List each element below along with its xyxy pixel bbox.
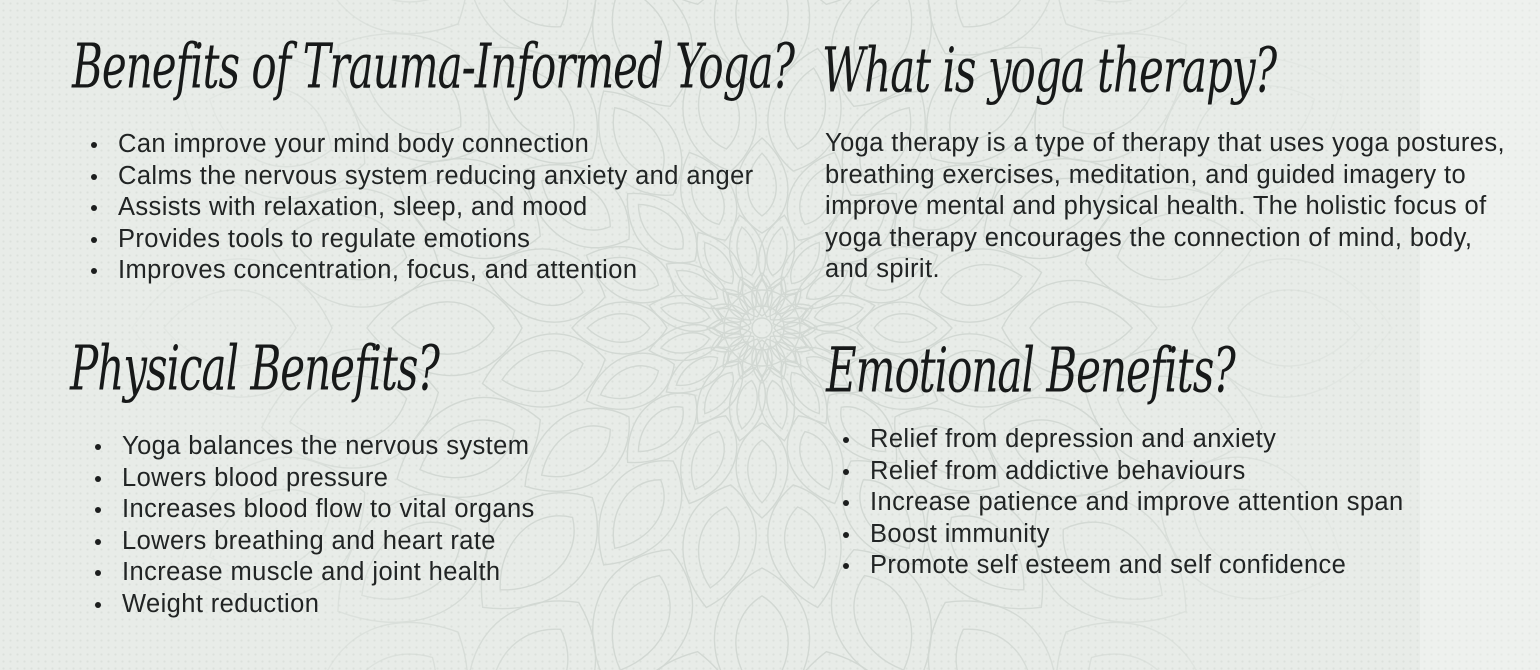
list-item [88, 255, 828, 287]
list-item-text: Increases blood flow to vital organs [122, 495, 535, 523]
bullet-dot [91, 142, 97, 148]
trauma-benefits-list [88, 129, 828, 287]
emotional-benefits-heading: Emotional Benefits? [826, 334, 1235, 407]
list-item-text: Boost immunity [870, 519, 1050, 548]
bullet-dot [95, 444, 101, 450]
list-item [88, 192, 828, 224]
list-item-text: Improves concentration, focus, and attention [118, 256, 638, 284]
list-item [840, 519, 1510, 551]
bullet-dot [91, 205, 97, 211]
bullet-dot [91, 268, 97, 274]
list-item [840, 487, 1510, 519]
list-item-text: Increase patience and improve attention span [870, 488, 1404, 516]
list-item-text: Lowers blood pressure [122, 463, 389, 492]
bullet-dot [843, 563, 849, 569]
bullet-dot [843, 437, 849, 443]
list-item [840, 424, 1510, 456]
list-item [92, 557, 692, 589]
list-item-text: Calms the nervous system reducing anxiety and anger [118, 161, 754, 190]
list-item-text: Provides tools to regulate emotions [118, 224, 531, 253]
list-item-text: Assists with relaxation, sleep, and mood [118, 193, 588, 221]
list-item [840, 456, 1510, 488]
bullet-dot [95, 507, 101, 513]
list-item [840, 550, 1510, 582]
list-item [92, 494, 692, 526]
bullet-dot [95, 602, 101, 608]
bullet-dot [91, 237, 97, 243]
list-item [88, 129, 828, 161]
emotional-benefits-list [840, 424, 1510, 582]
yoga-therapy-heading: What is yoga therapy? [822, 34, 1277, 107]
bullet-dot [91, 174, 97, 180]
list-item [92, 431, 692, 463]
bullet-dot [95, 570, 101, 576]
list-item [88, 161, 828, 193]
bullet-dot [95, 539, 101, 545]
list-item-text: Increase muscle and joint health [122, 558, 501, 586]
list-item [92, 463, 692, 495]
physical-benefits-list [92, 431, 692, 620]
list-item-text: Yoga balances the nervous system [122, 432, 530, 460]
list-item-text: Relief from depression and anxiety [870, 425, 1277, 453]
list-item [88, 224, 828, 256]
bullet-dot [843, 500, 849, 506]
list-item [92, 526, 692, 558]
physical-benefits-heading: Physical Benefits? [70, 332, 439, 405]
trauma-benefits-heading: Benefits of Trauma-Informed Yoga? [72, 30, 795, 103]
bullet-dot [843, 532, 849, 538]
list-item-text: Lowers breathing and heart rate [122, 526, 496, 555]
list-item-text: Can improve your mind body connection [118, 130, 590, 158]
list-item-text: Weight reduction [122, 589, 320, 618]
bullet-dot [843, 469, 849, 475]
list-item [92, 589, 692, 621]
list-item-text: Relief from addictive behaviours [870, 456, 1246, 485]
bullet-dot [95, 476, 101, 482]
yoga-therapy-paragraph: Yoga therapy is a type of therapy that uses yoga postures, breathing exercises, meditation, and guided imagery to improve mental and physical health. The holistic focus of yoga therapy encourages the connection of mind, body, and spirit. [825, 129, 1506, 283]
list-item-text: Promote self esteem and self confidence [870, 551, 1347, 579]
